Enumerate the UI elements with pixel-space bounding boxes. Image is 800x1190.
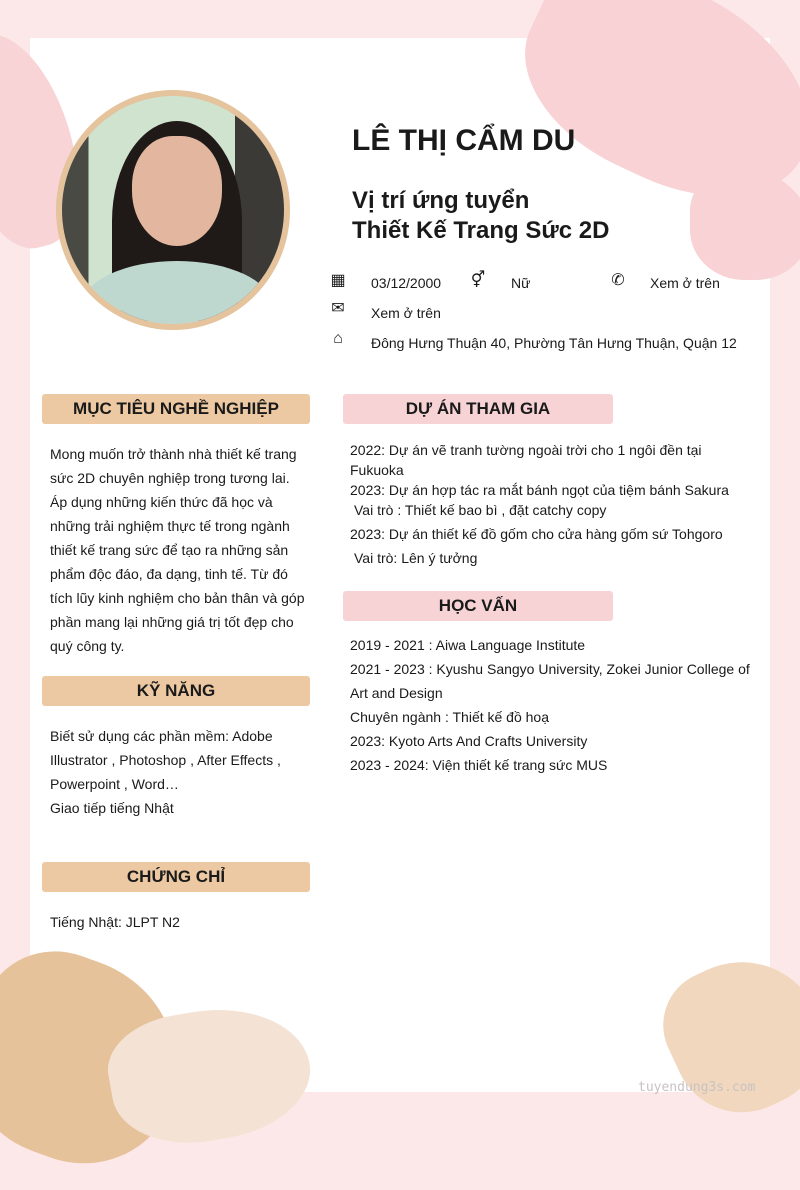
phone-icon: ✆ — [611, 272, 625, 289]
calendar-icon: ▦ — [330, 272, 346, 289]
education-item: 2019 - 2021 : Aiwa Language Institute — [350, 637, 586, 653]
projects-list — [350, 440, 750, 568]
objective-text: Mong muốn trở thành nhà thiết kế trang sức 2D chuyên nghiệp trong tương lai. Áp dụng những kiến thức đã học và những trải nghiệm thực tế trong ngành thiết kế trang sức để tạo ra những sản phẩm độc đáo, đa dạng, tinh tế. Từ đó tích lũy kinh nghiệm cho bản thân và góp phần mang lại những giá trị tốt đẹp cho quý công ty. — [50, 446, 305, 654]
candidate-name: LÊ THỊ CẨM DU — [352, 124, 576, 157]
education-list — [350, 633, 750, 777]
education-item: 2021 - 2023 : Kyushu Sangyo University, Zokei Junior College of Art and Design — [350, 661, 750, 701]
skills-heading: KỸ NĂNG — [42, 676, 310, 706]
education-heading: HỌC VẤN — [343, 591, 613, 621]
phone: Xem ở trên — [650, 275, 720, 291]
email-icon: ✉ — [331, 300, 345, 317]
skills-list — [50, 724, 300, 820]
gender-icon: ⚥ — [470, 272, 486, 289]
position-label: Vị trí ứng tuyển — [352, 187, 530, 214]
dob: 03/12/2000 — [371, 275, 442, 291]
brush-decoration — [690, 170, 800, 280]
certificates-heading: CHỨNG CHỈ — [42, 862, 310, 892]
project-item: 2023: Dự án thiết kế đồ gốm cho cửa hàng gốm sứ Tohgoro — [350, 526, 723, 542]
education-item: 2023: Kyoto Arts And Crafts University — [350, 733, 588, 749]
education-item: Chuyên ngành : Thiết kế đồ hoạ — [350, 709, 550, 725]
profile-photo — [56, 90, 290, 330]
position-title: Thiết Kế Trang Sức 2D — [352, 217, 610, 244]
gender: Nữ — [511, 275, 531, 291]
certificate-item: Tiếng Nhật: JLPT N2 — [50, 914, 180, 930]
project-item: 2023: Dự án hợp tác ra mắt bánh ngọt của tiệm bánh Sakura — [350, 482, 729, 498]
project-role: Vai trò: Lên ý tưởng — [354, 550, 478, 566]
skill-item: Giao tiếp tiếng Nhật — [50, 800, 174, 816]
objective-heading: MỤC TIÊU NGHỀ NGHIỆP — [42, 394, 310, 424]
projects-heading: DỰ ÁN THAM GIA — [343, 394, 613, 424]
project-role: Vai trò : Thiết kế bao bì , đặt catchy copy — [354, 502, 607, 518]
home-location-icon: ⌂ — [333, 330, 343, 347]
watermark: tuyendung3s.com — [638, 1080, 756, 1095]
project-item: 2022: Dự án vẽ tranh tường ngoài trời cho 1 ngôi đền tại Fukuoka — [350, 442, 702, 478]
skill-item: Biết sử dụng các phần mềm: Adobe Illustrator , Photoshop , After Effects , Powerpoint , Word… — [50, 728, 281, 792]
position-applied — [352, 186, 609, 246]
email: Xem ở trên — [371, 305, 441, 321]
education-item: 2023 - 2024: Viện thiết kế trang sức MUS — [350, 757, 608, 773]
address: Đông Hưng Thuận 40, Phường Tân Hưng Thuận, Quận 12 — [371, 335, 737, 351]
